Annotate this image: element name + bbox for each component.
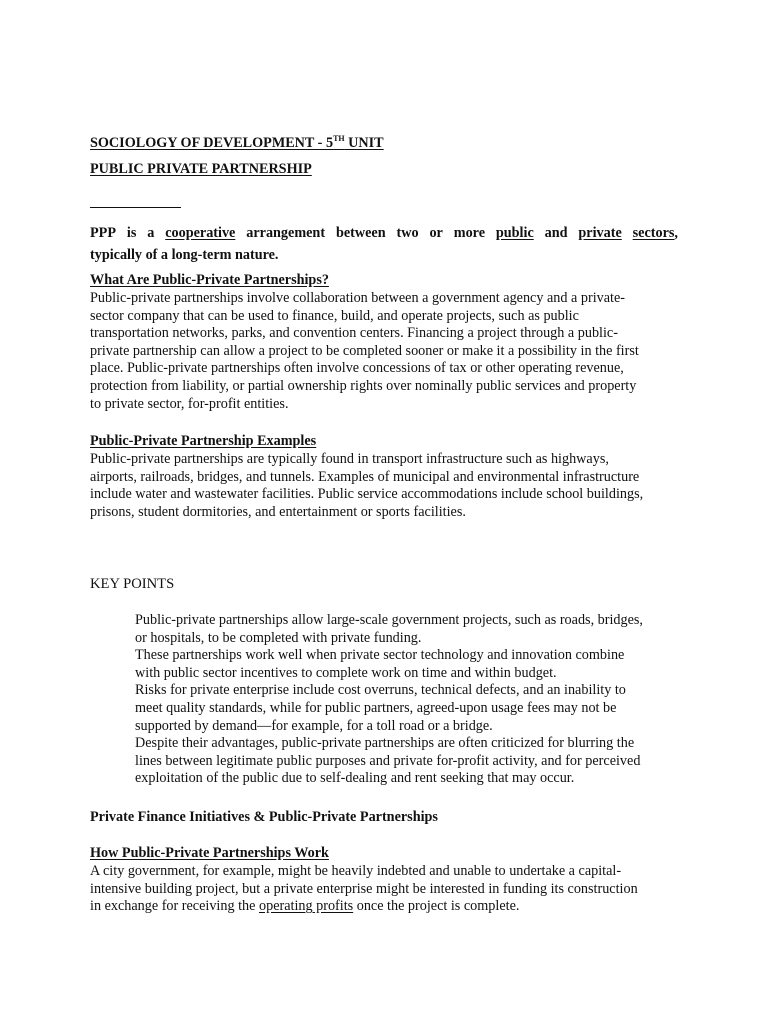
page-subtitle: PUBLIC PRIVATE PARTNERSHIP xyxy=(90,161,312,177)
list-item: Despite their advantages, public-private partnerships are often criticized for blurring the xyxy=(135,735,635,752)
list-item: Public-private partnerships allow large-scale government projects, such as roads, bridges, xyxy=(135,612,643,628)
cooperative-link[interactable]: cooperative xyxy=(165,225,236,241)
definition-paragraph: PPP is a cooperative arrangement between two or more public and private sectors, typically of a long-term nature. xyxy=(90,222,678,266)
definition-line-2: typically of a long-term nature. xyxy=(90,247,279,263)
section-heading-pfi: Private Finance Initiatives & Public-Private Partnerships xyxy=(90,809,438,825)
list-item: exploitation of the public due to self-dealing and rent seeking that may occur. xyxy=(135,770,575,787)
list-item: Risks for private enterprise include cost overruns, technical defects, and an inability to xyxy=(135,682,626,699)
list-item: or hospitals, to be completed with private funding. xyxy=(135,629,422,646)
how-ppp-work-paragraph: A city government, for example, might be heavily indebted and unable to undertake a capital- intensive building project, but a private enterprise might be interested in funding its construction in exchange for receiving the operating profits once the project is complete. xyxy=(90,863,638,915)
list-item: with public sector incentives to complete work on time and within budget. xyxy=(135,664,557,681)
page-title: SOCIOLOGY OF DEVELOPMENT - 5TH UNIT xyxy=(90,134,384,151)
sectors-link[interactable]: sectors xyxy=(632,225,675,241)
section-heading-examples: Public-Private Partnership Examples xyxy=(90,433,317,449)
what-are-ppp-paragraph: Public-private partnerships involve collaboration between a government agency and a private- sector company that can be used to finance, build, and operate projects, such as public transportation networks, parks, and convention centers. Financing a project through a public- private partnership can allow a project to be completed sooner or make it a possibility in the first place. Public-private partnerships often involve concessions of tax or other operating revenue, protection from liability, or partial ownership rights over nominally public services and property to private sector, for-profit entities. xyxy=(90,290,639,412)
list-item: lines between legitimate public purposes and private for-profit activity, and for perceived xyxy=(135,752,641,769)
operating-profits-link[interactable]: operating profits xyxy=(259,898,354,915)
list-item: supported by demand—for example, for a toll road or a bridge. xyxy=(135,717,493,734)
section-heading-key-points: KEY POINTS xyxy=(90,576,175,592)
public-link[interactable]: public xyxy=(495,225,534,241)
section-heading-what-are-ppp: What Are Public-Private Partnerships? xyxy=(90,272,329,288)
list-item: These partnerships work well when private sector technology and innovation combine xyxy=(135,647,625,664)
examples-paragraph: Public-private partnerships are typically found in transport infrastructure such as highways, airports, railroads, bridges, and tunnels. Examples of municipal and environmental infrastructure include water and wastewater facilities. Public service accommodations include school buildings, prisons, student dormitories, and entertainment or sports facilities. xyxy=(90,451,644,520)
list-item: meet quality standards, while for public partners, agreed-upon usage fees may not be xyxy=(135,699,617,716)
divider-line xyxy=(90,207,181,208)
private-link[interactable]: private xyxy=(578,225,622,241)
section-heading-how-ppp-work: How Public-Private Partnerships Work xyxy=(90,845,329,861)
key-points-list xyxy=(135,612,695,788)
